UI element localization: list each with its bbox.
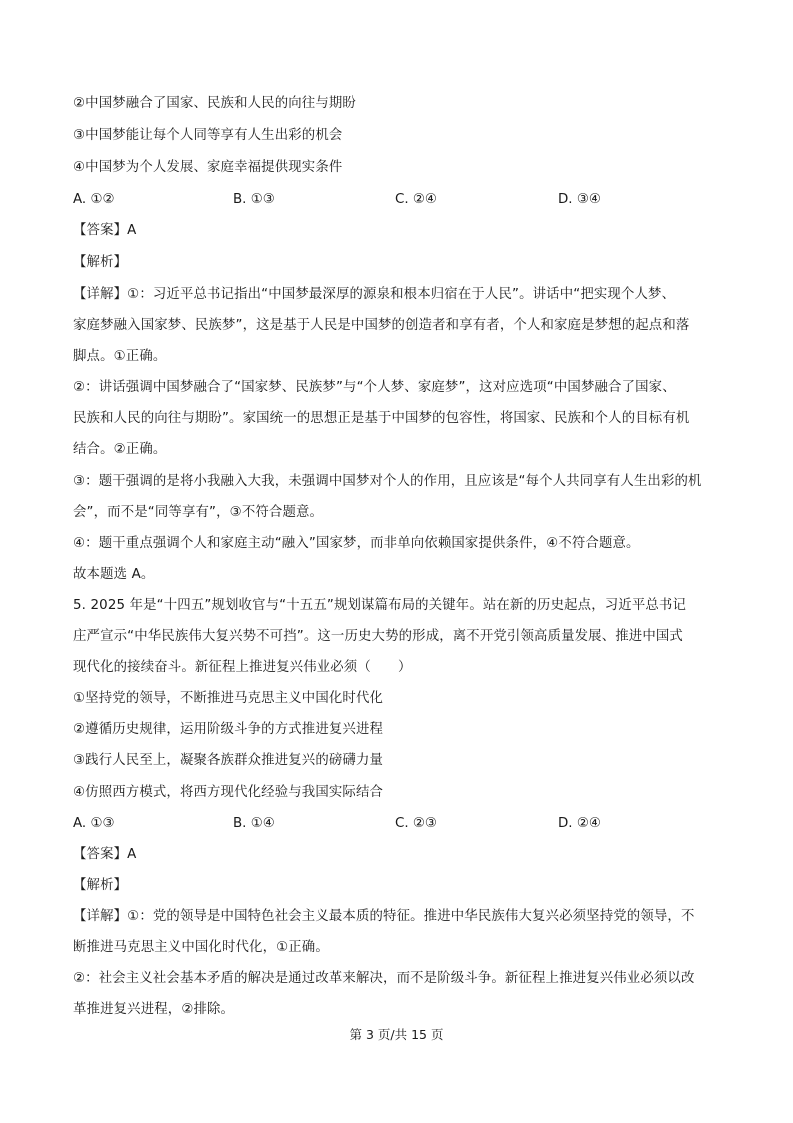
q4-explanation-line: 民族和人民的向往与期盼”。家国统一的思想正是基于中国梦的包容性，将国家、民族和个人的目标有机	[73, 411, 690, 426]
q5-explanation-line: 革推进复兴进程，②排除。	[73, 1002, 235, 1017]
q5-stem-line: 5. 2025 年是“十四五”规划收官与“十五五”规划谋篇布局的关键年。站在新的历史起点，习近平总书记	[73, 598, 686, 613]
q4-option-a: A. ①②	[73, 192, 115, 207]
q4-explanation-line: ③：题干强调的是将小我融入大我，未强调中国梦对个人的作用，且应该是“每个人共同享有人生出彩的机	[73, 474, 702, 489]
q5-explanation-line: ②：社会主义社会基本矛盾的解决是通过改革来解决，而不是阶级斗争。新征程上推进复兴伟业必须以改	[73, 971, 695, 986]
q5-explanation-line: 【详解】①：党的领导是中国特色社会主义最本质的特征。推进中华民族伟大复兴必须坚持党的领导，不	[73, 909, 695, 924]
q4-answer: 【答案】A	[73, 223, 137, 238]
q4-explanation-line: 家庭梦融入国家梦、民族梦”，这是基于人民是中国梦的创造者和享有者，个人和家庭是梦想的起点和落	[73, 318, 690, 333]
q5-option-b: B. ①④	[233, 816, 275, 831]
q5-stem-line: 现代化的接续奋斗。新征程上推进复兴伟业必须（ ）	[73, 660, 412, 675]
q4-explanation-line: 结合。②正确。	[73, 442, 167, 457]
q4-conclusion: 故本题选 A。	[73, 567, 155, 582]
q4-explanation-line: 会”，而不是“同等享有”，③不符合题意。	[73, 505, 324, 520]
q4-analysis-heading: 【解析】	[73, 255, 128, 270]
page-footer: 第 3 页/共 15 页	[349, 1027, 444, 1042]
q4-option-d: D. ③④	[558, 192, 601, 207]
q5-option-d: D. ②④	[558, 816, 601, 831]
q5-explanation-line: 断推进马克思主义中国化时代化，①正确。	[73, 940, 329, 955]
q4-statement-3: ③中国梦能让每个人同等享有人生出彩的机会	[73, 128, 343, 143]
q5-analysis-heading: 【解析】	[73, 878, 128, 893]
q5-option-c: C. ②③	[395, 816, 437, 831]
q5-answer: 【答案】A	[73, 847, 137, 862]
q5-option-a: A. ①③	[73, 816, 115, 831]
q4-statement-2: ②中国梦融合了国家、民族和人民的向往与期盼	[73, 96, 356, 111]
q4-explanation-line: 脚点。①正确。	[73, 349, 167, 364]
q4-explanation-line: ④：题干重点强调个人和家庭主动“融入”国家梦，而非单向依赖国家提供条件，④不符合题意。	[73, 536, 640, 551]
q4-option-c: C. ②④	[395, 192, 437, 207]
q5-statement-2: ②遵循历史规律，运用阶级斗争的方式推进复兴进程	[73, 722, 384, 737]
q4-option-b: B. ①③	[233, 192, 275, 207]
q5-stem-line: 庄严宣示“中华民族伟大复兴势不可挡”。这一历史大势的形成，离不开党引领高质量发展、推进中国式	[73, 629, 683, 644]
q5-statement-3: ③践行人民至上，凝聚各族群众推进复兴的磅礴力量	[73, 753, 384, 768]
q4-explanation-line: 【详解】①：习近平总书记指出“中国梦最深厚的源泉和根本归宿在于人民”。讲话中“把实现个人梦、	[73, 287, 676, 302]
q5-statement-1: ①坚持党的领导，不断推进马克思主义中国化时代化	[73, 691, 384, 706]
q4-explanation-line: ②：讲话强调中国梦融合了“国家梦、民族梦”与“个人梦、家庭梦”，这对应选项“中国梦融合了国家、	[73, 380, 676, 395]
q4-statement-4: ④中国梦为个人发展、家庭幸福提供现实条件	[73, 160, 343, 175]
q5-statement-4: ④仿照西方模式，将西方现代化经验与我国实际结合	[73, 785, 384, 800]
